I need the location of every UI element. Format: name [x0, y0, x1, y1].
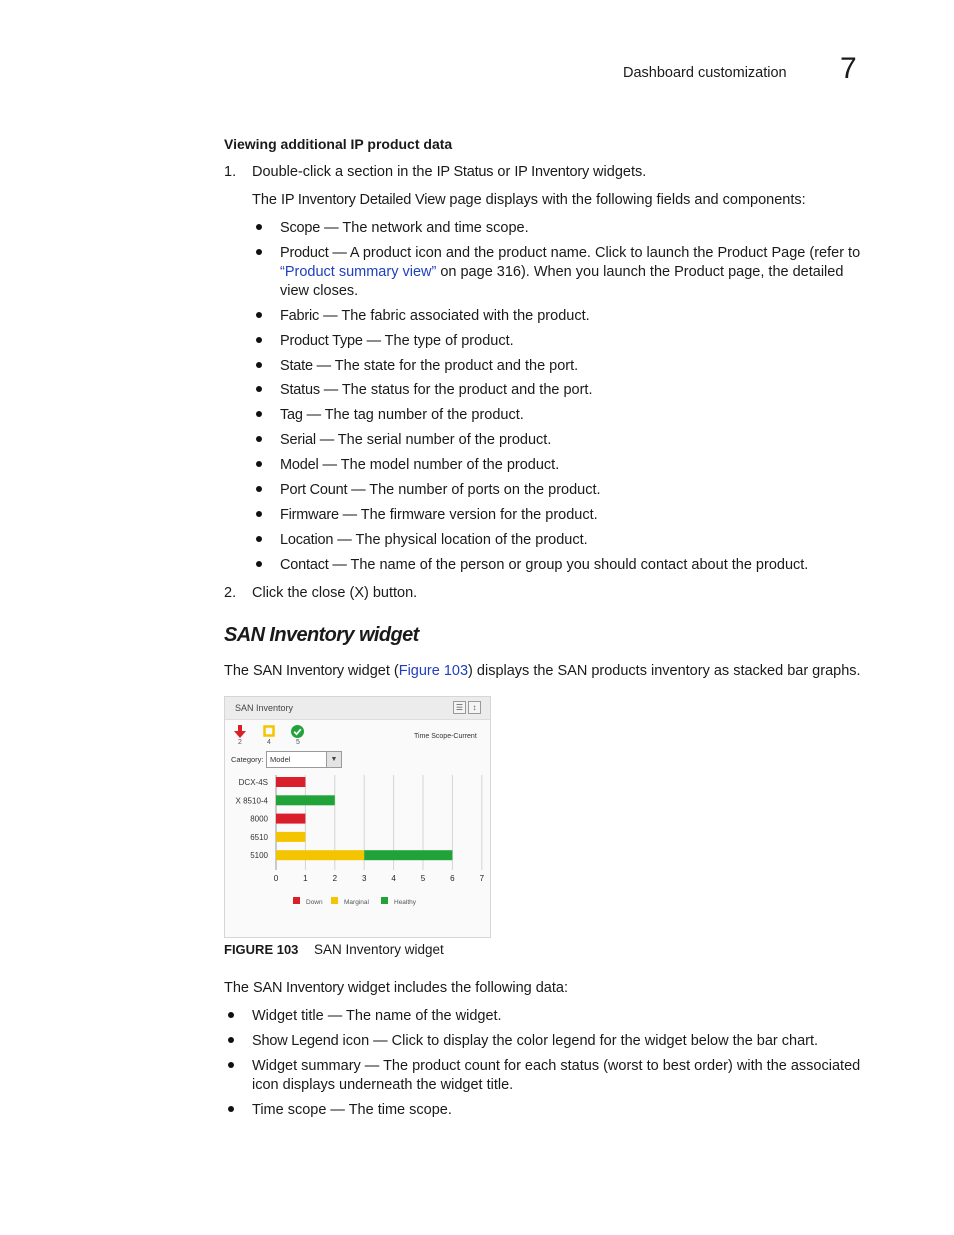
- marginal-square-icon[interactable]: [263, 725, 275, 737]
- bar-segment-down: [276, 777, 305, 787]
- field-desc: — The model number of the product.: [318, 457, 560, 473]
- field-item: [280, 482, 601, 498]
- figure-link[interactable]: Figure 103: [398, 663, 469, 679]
- field-item-continued: view closes.: [280, 283, 359, 299]
- field-desc: The name of the person or group you should contact about the product.: [346, 557, 809, 573]
- field-term: Firmware —: [280, 507, 357, 523]
- healthy-check-icon[interactable]: [291, 725, 304, 738]
- chapter-number: 7: [840, 52, 857, 85]
- step-number: 2.: [224, 585, 237, 601]
- chevron-down-icon[interactable]: ▼: [326, 752, 341, 767]
- text: widgets.: [589, 164, 647, 180]
- legend-swatch: [331, 897, 338, 904]
- bullet: [228, 1062, 234, 1068]
- field-item: [280, 557, 808, 573]
- field-term: Contact —: [280, 557, 347, 573]
- healthy-count: 5: [296, 739, 300, 746]
- text: ) displays the SAN products inventory as stacked bar graphs.: [468, 663, 861, 679]
- subsection-heading: Viewing additional IP product data: [224, 136, 453, 152]
- includes-intro: [224, 980, 568, 996]
- sort-icon[interactable]: ↕: [468, 701, 481, 714]
- section-title: SAN Inventory widget: [224, 624, 419, 646]
- field-item-continued: [280, 264, 843, 280]
- legend-label: Down: [306, 899, 323, 906]
- bullet: [256, 461, 262, 467]
- bullet: [256, 337, 262, 343]
- data-item: Time scope — The time scope.: [252, 1102, 452, 1118]
- x-tick-label: 4: [391, 874, 396, 883]
- widget-titlebar: [225, 697, 490, 720]
- category-label: DCX-4S: [238, 778, 268, 787]
- figure-number: FIGURE 103: [224, 942, 299, 957]
- figure-caption: [224, 942, 444, 957]
- step-number: 1.: [224, 164, 237, 180]
- text: or: [493, 164, 515, 180]
- field-term: State —: [280, 358, 331, 374]
- category-label: X 8510-4: [235, 796, 268, 806]
- figure-title: SAN Inventory widget: [313, 942, 444, 957]
- bullet: [256, 411, 262, 417]
- ui-term: Show Legend: [252, 1033, 339, 1049]
- running-header: Dashboard customization: [623, 65, 787, 81]
- field-item: [280, 308, 590, 324]
- step-2-text: Click the close (X) button.: [252, 585, 418, 601]
- field-desc: The firmware version for the product.: [356, 507, 598, 523]
- field-desc: — The network and time scope.: [320, 220, 529, 236]
- field-item: [280, 532, 588, 548]
- ui-term: IP Inventory Detailed View: [281, 192, 446, 208]
- ui-term: SAN Inventory: [253, 663, 344, 679]
- field-desc: The type of product.: [380, 333, 514, 349]
- field-term: Product Type —: [280, 333, 381, 349]
- text: widget includes the following data:: [343, 980, 568, 996]
- cross-reference-link[interactable]: “Product summary view”: [280, 264, 437, 280]
- bullet: [256, 536, 262, 542]
- legend-swatch: [293, 897, 300, 904]
- bullet: [228, 1012, 234, 1018]
- field-item: [280, 358, 578, 374]
- field-desc: — The physical location of the product.: [333, 532, 588, 548]
- field-term: Scope: [280, 220, 321, 236]
- widget-title: SAN Inventory: [235, 703, 294, 713]
- step-1-description: [252, 192, 806, 208]
- time-scope-label: Time Scope-Current: [414, 733, 477, 740]
- field-term: Product —: [280, 245, 347, 261]
- ui-term: SAN Inventory: [253, 980, 344, 996]
- x-tick-label: 5: [420, 874, 426, 883]
- field-term: Model: [280, 457, 319, 473]
- field-item: [280, 333, 514, 349]
- category-label: 6510: [250, 832, 268, 842]
- text: icon — Click to display the color legend for the widget below the bar chart.: [338, 1033, 819, 1049]
- data-item-continued: icon displays underneath the widget title.: [252, 1077, 514, 1093]
- data-item: Widget summary — The product count for each status (worst to best order) with the associated: [252, 1058, 861, 1074]
- x-tick-label: 1: [303, 874, 308, 883]
- text: page displays with the following fields and components:: [445, 192, 806, 208]
- bullet: [256, 486, 262, 492]
- category-select-value: Model: [270, 755, 291, 764]
- field-desc: The serial number of the product.: [334, 432, 552, 448]
- down-arrow-icon[interactable]: [234, 725, 246, 738]
- field-desc: — The fabric associated with the product.: [319, 308, 590, 324]
- field-term: Status —: [280, 382, 339, 398]
- marginal-count: 4: [267, 739, 271, 746]
- bullet: [228, 1037, 234, 1043]
- bullet: [256, 561, 262, 567]
- bullet: [256, 362, 262, 368]
- legend-label: Healthy: [394, 899, 417, 906]
- bar-segment-healthy: [364, 850, 452, 860]
- down-count: 2: [238, 739, 242, 746]
- legend-swatch: [381, 897, 388, 904]
- text: The: [224, 980, 254, 996]
- bar-segment-marginal: [276, 850, 364, 860]
- x-tick-label: 2: [332, 874, 338, 883]
- x-tick-label: 3: [361, 874, 367, 883]
- show-legend-icon[interactable]: ☰: [453, 701, 466, 714]
- bullet: [228, 1106, 234, 1112]
- field-desc: The status for the product and the port.: [338, 382, 593, 398]
- stacked-bar-chart: [225, 773, 490, 933]
- text: The: [252, 192, 282, 208]
- ui-term: IP Inventory: [514, 164, 590, 180]
- x-tick-label: 7: [479, 874, 485, 883]
- data-item: [252, 1033, 818, 1049]
- legend-label: Marginal: [344, 899, 369, 906]
- text: Double-click a section in the: [252, 164, 437, 180]
- text: The: [224, 663, 254, 679]
- field-desc: A product icon and the product name. Click to launch the Product Page (refer to: [346, 245, 861, 261]
- field-desc: The state for the product and the port.: [331, 358, 579, 374]
- x-tick-label: 6: [450, 874, 455, 883]
- field-item: [280, 407, 524, 423]
- field-item: [280, 507, 598, 523]
- field-desc: The tag number of the product.: [320, 407, 524, 423]
- bullet: [256, 436, 262, 442]
- field-desc: The number of ports on the product.: [365, 482, 601, 498]
- category-label: 5100: [250, 851, 268, 861]
- field-term: Location: [280, 532, 334, 548]
- text: widget (: [343, 663, 399, 679]
- field-item: [280, 382, 593, 398]
- bullet: [256, 312, 262, 318]
- field-item: [280, 432, 551, 448]
- san-inventory-widget: [224, 696, 491, 938]
- field-term: Serial —: [280, 432, 334, 448]
- bar-segment-healthy: [276, 795, 335, 805]
- field-term: Port Count —: [280, 482, 366, 498]
- step-1-text: [252, 164, 646, 180]
- bullet: [256, 224, 262, 230]
- field-item: [280, 457, 559, 473]
- field-item: [280, 220, 529, 236]
- bullet: [256, 511, 262, 517]
- bar-segment-marginal: [276, 832, 305, 842]
- category-select[interactable]: [266, 751, 342, 768]
- x-tick-label: 0: [273, 874, 279, 883]
- field-term: Fabric: [280, 308, 320, 324]
- category-label: Category:: [231, 755, 264, 764]
- category-label: 8000: [250, 814, 268, 824]
- field-item: [280, 245, 860, 261]
- bullet: [256, 386, 262, 392]
- bullet: [256, 249, 262, 255]
- bar-segment-down: [276, 814, 305, 824]
- text: on page 316). When you launch the Product page, the detailed: [436, 264, 844, 280]
- field-term: Tag —: [280, 407, 321, 423]
- section-intro: [224, 663, 861, 679]
- data-item: Widget title — The name of the widget.: [252, 1008, 502, 1024]
- ui-term: IP Status: [436, 164, 494, 180]
